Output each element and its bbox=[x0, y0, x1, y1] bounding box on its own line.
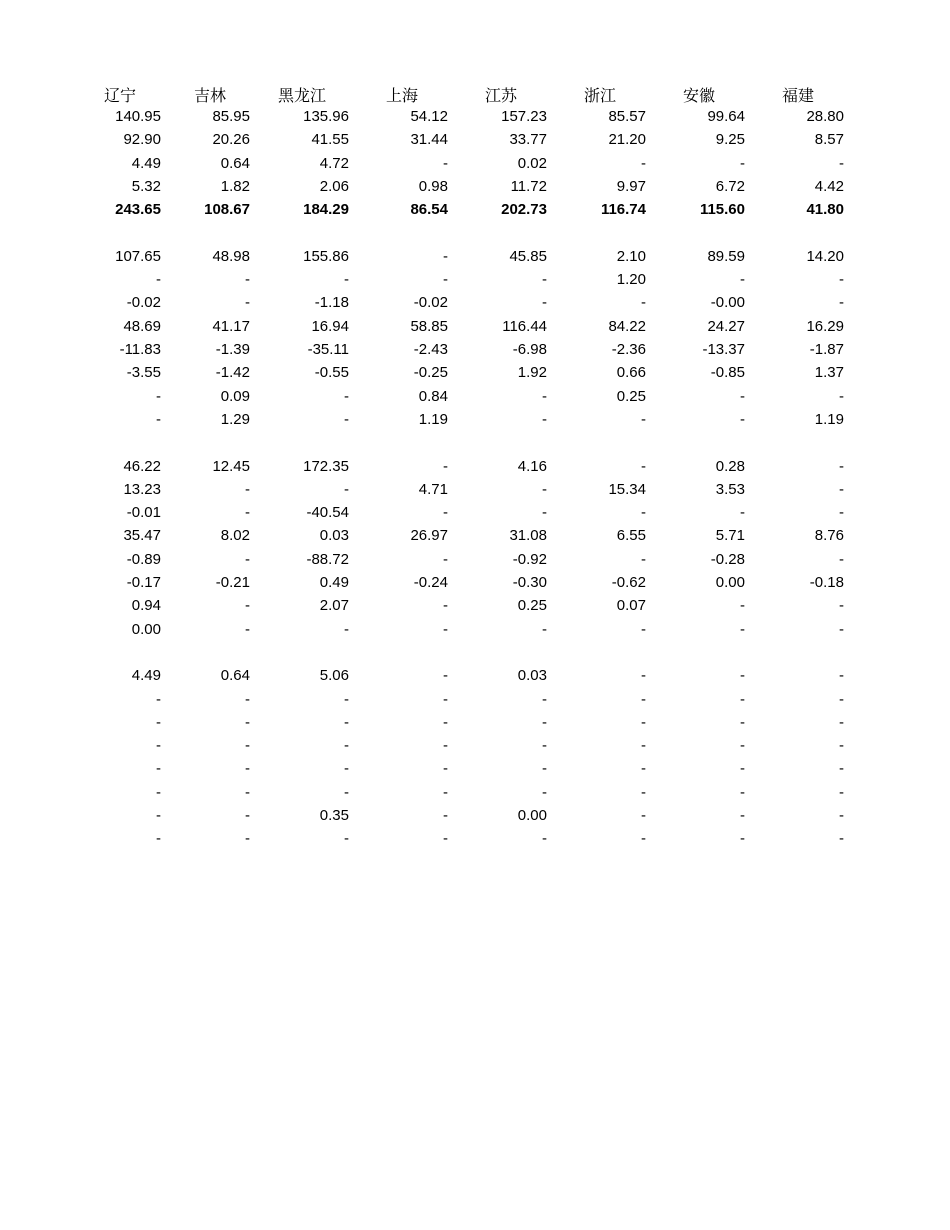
table-cell: - bbox=[839, 807, 844, 824]
table-cell: 8.02 bbox=[220, 527, 250, 545]
table-cell: - bbox=[245, 830, 250, 848]
table-row bbox=[0, 524, 950, 547]
table-cell: 0.07 bbox=[616, 597, 646, 615]
table-cell: 0.09 bbox=[220, 387, 250, 405]
table-cell: 48.98 bbox=[212, 247, 250, 265]
table-cell: -2.43 bbox=[413, 341, 448, 358]
table-cell: 58.85 bbox=[410, 317, 448, 335]
table-cell: 4.72 bbox=[319, 154, 349, 172]
table-cell: 6.72 bbox=[715, 177, 745, 195]
table-cell: - bbox=[740, 783, 745, 801]
table-cell: - bbox=[156, 410, 161, 428]
table-cell: 108.67 bbox=[204, 201, 250, 219]
table-cell: 41.80 bbox=[806, 201, 844, 219]
table-cell: - bbox=[641, 504, 646, 522]
table-cell: - bbox=[245, 620, 250, 638]
table-cell: - bbox=[542, 620, 547, 638]
table-row bbox=[0, 361, 950, 384]
table-cell: - bbox=[641, 294, 646, 312]
table-cell: 4.42 bbox=[814, 177, 844, 195]
table-cell: 2.07 bbox=[319, 597, 349, 615]
table-cell: - bbox=[156, 713, 161, 731]
table-row bbox=[0, 827, 950, 850]
table-row bbox=[0, 781, 950, 804]
table-row bbox=[0, 291, 950, 314]
table-cell: 0.00 bbox=[517, 807, 547, 824]
table-cell: - bbox=[839, 387, 844, 405]
table-cell: 243.65 bbox=[115, 201, 161, 219]
table-cell: - bbox=[641, 760, 646, 778]
table-cell: 0.35 bbox=[319, 807, 349, 824]
table-cell: -6.98 bbox=[512, 341, 547, 358]
table-cell: - bbox=[156, 830, 161, 848]
table-cell: 86.54 bbox=[410, 201, 448, 219]
table-cell: - bbox=[542, 271, 547, 289]
table-cell: - bbox=[839, 667, 844, 685]
table-cell: 48.69 bbox=[123, 317, 161, 335]
table-row bbox=[0, 455, 950, 478]
table-cell: - bbox=[344, 387, 349, 405]
table-cell: - bbox=[443, 154, 448, 172]
table-cell: - bbox=[344, 690, 349, 708]
table-cell: - bbox=[344, 830, 349, 848]
table-row bbox=[0, 315, 950, 338]
table-cell: - bbox=[839, 597, 844, 615]
table-cell: 15.34 bbox=[608, 480, 646, 498]
table-row bbox=[0, 618, 950, 641]
table-cell: 54.12 bbox=[410, 108, 448, 125]
table-cell: - bbox=[740, 154, 745, 172]
table-cell: 202.73 bbox=[501, 201, 547, 219]
table-cell: 0.03 bbox=[319, 527, 349, 545]
table-cell: 11.72 bbox=[510, 177, 547, 195]
table-cell: - bbox=[740, 620, 745, 638]
table-cell: 9.25 bbox=[715, 131, 745, 149]
table-cell: 16.29 bbox=[806, 317, 844, 335]
table-row bbox=[0, 152, 950, 175]
table-cell: - bbox=[542, 737, 547, 755]
table-cell: - bbox=[740, 667, 745, 685]
table-cell: -0.85 bbox=[710, 364, 745, 382]
table-cell: -2.36 bbox=[611, 341, 646, 358]
table-cell: - bbox=[839, 620, 844, 638]
table-cell: 85.57 bbox=[608, 108, 646, 125]
table-cell: 155.86 bbox=[303, 247, 349, 265]
table-cell: - bbox=[740, 387, 745, 405]
table-cell: 172.35 bbox=[303, 457, 349, 475]
table-cell: - bbox=[443, 550, 448, 568]
table-cell: 31.08 bbox=[509, 527, 547, 545]
table-cell: - bbox=[542, 387, 547, 405]
table-cell: - bbox=[740, 830, 745, 848]
table-row bbox=[0, 757, 950, 780]
table-cell: 31.44 bbox=[410, 131, 448, 149]
table-cell: 35.47 bbox=[123, 527, 161, 545]
table-cell: - bbox=[839, 783, 844, 801]
table-cell: 0.94 bbox=[131, 597, 161, 615]
table-cell: - bbox=[443, 620, 448, 638]
table-row bbox=[0, 245, 950, 268]
table-row bbox=[0, 105, 950, 128]
table-cell: - bbox=[443, 457, 448, 475]
table-cell: - bbox=[740, 737, 745, 755]
table-cell: 115.60 bbox=[699, 201, 745, 219]
table-cell: -0.01 bbox=[126, 504, 161, 522]
table-cell: 0.49 bbox=[319, 574, 349, 591]
table-cell: - bbox=[156, 807, 161, 824]
table-cell: 4.71 bbox=[418, 480, 448, 498]
table-cell: - bbox=[245, 737, 250, 755]
table-row bbox=[0, 478, 950, 501]
table-cell: - bbox=[245, 783, 250, 801]
table-cell: 1.82 bbox=[220, 177, 250, 195]
table-cell: - bbox=[839, 504, 844, 522]
table-cell: -0.55 bbox=[314, 364, 349, 382]
table-cell: - bbox=[245, 504, 250, 522]
table-cell: - bbox=[542, 690, 547, 708]
table-cell: - bbox=[740, 504, 745, 522]
table-cell: -1.42 bbox=[215, 364, 250, 382]
table-cell: 1.19 bbox=[418, 410, 448, 428]
table-cell: - bbox=[245, 807, 250, 824]
table-cell: - bbox=[740, 713, 745, 731]
table-cell: 41.55 bbox=[311, 131, 349, 149]
table-cell: 0.25 bbox=[616, 387, 646, 405]
table-cell: - bbox=[839, 271, 844, 289]
table-cell: - bbox=[156, 271, 161, 289]
column-header: 江苏 bbox=[485, 86, 518, 105]
table-cell: - bbox=[443, 690, 448, 708]
table-row bbox=[0, 385, 950, 408]
table-cell: -0.02 bbox=[126, 294, 161, 312]
table-cell: - bbox=[839, 550, 844, 568]
table-row bbox=[0, 501, 950, 524]
table-cell: - bbox=[542, 713, 547, 731]
table-cell: - bbox=[245, 480, 250, 498]
table-cell: 21.20 bbox=[608, 131, 646, 149]
table-cell: - bbox=[839, 690, 844, 708]
table-cell: 26.97 bbox=[410, 527, 448, 545]
table-cell: 3.53 bbox=[715, 480, 745, 498]
table-row bbox=[0, 711, 950, 734]
table-cell: - bbox=[344, 480, 349, 498]
table-row bbox=[0, 734, 950, 757]
table-cell: 0.98 bbox=[418, 177, 448, 195]
table-row bbox=[0, 594, 950, 617]
table-cell: - bbox=[641, 713, 646, 731]
table-cell: 116.44 bbox=[502, 317, 547, 335]
table-cell: -0.00 bbox=[710, 294, 745, 312]
table-row bbox=[0, 548, 950, 571]
table-cell: 92.90 bbox=[123, 131, 161, 149]
table-cell: - bbox=[156, 737, 161, 755]
table-cell: - bbox=[443, 783, 448, 801]
table-cell: - bbox=[245, 760, 250, 778]
table-cell: 6.55 bbox=[616, 527, 646, 545]
table-cell: - bbox=[542, 294, 547, 312]
column-header: 黑龙江 bbox=[278, 86, 327, 105]
table-cell: 1.92 bbox=[517, 364, 547, 382]
table-cell: - bbox=[542, 830, 547, 848]
table-row bbox=[0, 338, 950, 361]
table-cell: - bbox=[245, 294, 250, 312]
table-cell: - bbox=[740, 597, 745, 615]
table-cell: 0.03 bbox=[517, 667, 547, 685]
table-cell: 0.64 bbox=[220, 154, 250, 172]
table-cell: 24.27 bbox=[707, 317, 745, 335]
table-cell: 84.22 bbox=[608, 317, 646, 335]
table-cell: - bbox=[443, 247, 448, 265]
table-cell: 0.02 bbox=[517, 154, 547, 172]
header-row bbox=[0, 84, 950, 107]
table-cell: - bbox=[641, 807, 646, 824]
table-cell: 5.06 bbox=[319, 667, 349, 685]
table-cell: -40.54 bbox=[306, 504, 349, 522]
table-cell: - bbox=[443, 807, 448, 824]
column-header: 上海 bbox=[386, 86, 419, 105]
table-cell: -0.62 bbox=[611, 574, 646, 591]
table-cell: - bbox=[245, 550, 250, 568]
column-header: 吉林 bbox=[194, 86, 227, 105]
table-cell: - bbox=[344, 783, 349, 801]
table-cell: - bbox=[641, 737, 646, 755]
table-cell: 116.74 bbox=[600, 201, 646, 219]
table-cell: - bbox=[641, 620, 646, 638]
table-cell: 99.64 bbox=[707, 108, 745, 125]
total-row bbox=[0, 198, 950, 221]
table-cell: - bbox=[740, 690, 745, 708]
table-cell: 45.85 bbox=[509, 247, 547, 265]
table-row bbox=[0, 268, 950, 291]
table-cell: 20.26 bbox=[212, 131, 250, 149]
table-cell: -0.89 bbox=[126, 550, 161, 568]
table-cell: -0.24 bbox=[413, 574, 448, 591]
table-cell: 2.06 bbox=[319, 177, 349, 195]
table-cell: - bbox=[839, 480, 844, 498]
table-cell: 0.84 bbox=[418, 387, 448, 405]
table-cell: 46.22 bbox=[123, 457, 161, 475]
table-row bbox=[0, 175, 950, 198]
table-cell: 1.19 bbox=[814, 410, 844, 428]
table-cell: - bbox=[245, 271, 250, 289]
table-row bbox=[0, 571, 950, 594]
table-cell: 1.29 bbox=[220, 410, 250, 428]
table-cell: 8.57 bbox=[814, 131, 844, 149]
table-cell: - bbox=[740, 410, 745, 428]
table-cell: 4.16 bbox=[517, 457, 547, 475]
table-cell: 184.29 bbox=[303, 201, 349, 219]
table-row bbox=[0, 688, 950, 711]
table-cell: - bbox=[156, 760, 161, 778]
table-cell: - bbox=[641, 457, 646, 475]
table-cell: 41.17 bbox=[212, 317, 250, 335]
table-cell: - bbox=[641, 154, 646, 172]
table-cell: - bbox=[344, 620, 349, 638]
table-cell: - bbox=[839, 154, 844, 172]
table-row bbox=[0, 128, 950, 151]
table-cell: - bbox=[641, 410, 646, 428]
table-cell: - bbox=[839, 760, 844, 778]
table-row bbox=[0, 408, 950, 431]
table-cell: -0.92 bbox=[512, 550, 547, 568]
column-header: 福建 bbox=[782, 86, 815, 105]
table-cell: - bbox=[344, 760, 349, 778]
table-cell: 85.95 bbox=[212, 108, 250, 125]
table-cell: -88.72 bbox=[306, 550, 349, 568]
table-cell: - bbox=[839, 830, 844, 848]
table-cell: - bbox=[740, 271, 745, 289]
table-cell: - bbox=[443, 667, 448, 685]
table-cell: 0.28 bbox=[715, 457, 745, 475]
table-cell: 1.37 bbox=[814, 364, 844, 382]
table-cell: 140.95 bbox=[115, 108, 161, 125]
table-cell: - bbox=[443, 830, 448, 848]
table-cell: - bbox=[839, 457, 844, 475]
table-cell: 9.97 bbox=[616, 177, 646, 195]
table-cell: - bbox=[740, 760, 745, 778]
table-cell: -11.83 bbox=[119, 341, 161, 358]
table-cell: - bbox=[344, 271, 349, 289]
table-cell: - bbox=[443, 597, 448, 615]
table-cell: - bbox=[839, 294, 844, 312]
table-cell: 0.64 bbox=[220, 667, 250, 685]
table-cell: - bbox=[245, 690, 250, 708]
table-cell: - bbox=[839, 737, 844, 755]
table-cell: 0.66 bbox=[616, 364, 646, 382]
table-cell: - bbox=[542, 504, 547, 522]
table-cell: -0.21 bbox=[215, 574, 250, 591]
table-cell: - bbox=[245, 713, 250, 731]
table-cell: 33.77 bbox=[509, 131, 547, 149]
table-cell: 0.00 bbox=[131, 620, 161, 638]
table-cell: -0.30 bbox=[512, 574, 547, 591]
table-row bbox=[0, 804, 950, 827]
column-header: 浙江 bbox=[584, 86, 617, 105]
table-cell: -1.39 bbox=[215, 341, 250, 358]
table-cell: - bbox=[542, 480, 547, 498]
table-cell: -1.87 bbox=[809, 341, 844, 358]
table-cell: 0.00 bbox=[715, 574, 745, 591]
column-header: 安徽 bbox=[683, 86, 716, 105]
table-cell: - bbox=[542, 760, 547, 778]
table-cell: - bbox=[443, 271, 448, 289]
table-cell: 4.49 bbox=[131, 667, 161, 685]
table-cell: 4.49 bbox=[131, 154, 161, 172]
table-row bbox=[0, 664, 950, 687]
table-cell: 157.23 bbox=[501, 108, 547, 125]
table-cell: - bbox=[443, 760, 448, 778]
table-cell: 16.94 bbox=[311, 317, 349, 335]
table-cell: -13.37 bbox=[702, 341, 745, 358]
table-cell: -1.18 bbox=[314, 294, 349, 312]
table-cell: - bbox=[443, 713, 448, 731]
table-cell: 135.96 bbox=[303, 108, 349, 125]
column-header: 辽宁 bbox=[104, 86, 137, 105]
table-cell: - bbox=[156, 783, 161, 801]
table-cell: 5.32 bbox=[131, 177, 161, 195]
table-cell: -0.28 bbox=[710, 550, 745, 568]
table-cell: 107.65 bbox=[115, 247, 161, 265]
table-cell: 2.10 bbox=[616, 247, 646, 265]
table-cell: 5.71 bbox=[715, 527, 745, 545]
table-cell: - bbox=[245, 597, 250, 615]
table-cell: 13.23 bbox=[123, 480, 161, 498]
table-cell: 1.20 bbox=[616, 271, 646, 289]
table-cell: 14.20 bbox=[806, 247, 844, 265]
table-cell: - bbox=[641, 550, 646, 568]
table-cell: -3.55 bbox=[126, 364, 161, 382]
table-cell: 28.80 bbox=[806, 108, 844, 125]
table-cell: -0.25 bbox=[413, 364, 448, 382]
table-cell: - bbox=[344, 713, 349, 731]
table-cell: -35.11 bbox=[307, 341, 349, 358]
table-cell: - bbox=[344, 737, 349, 755]
table-cell: - bbox=[839, 713, 844, 731]
table-cell: -0.17 bbox=[126, 574, 161, 591]
table-cell: -0.02 bbox=[413, 294, 448, 312]
table-cell: - bbox=[156, 387, 161, 405]
table-cell: - bbox=[542, 410, 547, 428]
table-cell: - bbox=[344, 410, 349, 428]
table-cell: - bbox=[156, 690, 161, 708]
table-cell: - bbox=[542, 783, 547, 801]
table-cell: - bbox=[641, 690, 646, 708]
table-cell: - bbox=[443, 737, 448, 755]
table-cell: 0.25 bbox=[517, 597, 547, 615]
table-cell: 89.59 bbox=[707, 247, 745, 265]
table-cell: - bbox=[641, 667, 646, 685]
table-cell: -0.18 bbox=[809, 574, 844, 591]
table-cell: 12.45 bbox=[212, 457, 250, 475]
table-cell: - bbox=[641, 830, 646, 848]
table-cell: 8.76 bbox=[814, 527, 844, 545]
table-cell: - bbox=[641, 783, 646, 801]
table-cell: - bbox=[740, 807, 745, 824]
table-cell: - bbox=[443, 504, 448, 522]
